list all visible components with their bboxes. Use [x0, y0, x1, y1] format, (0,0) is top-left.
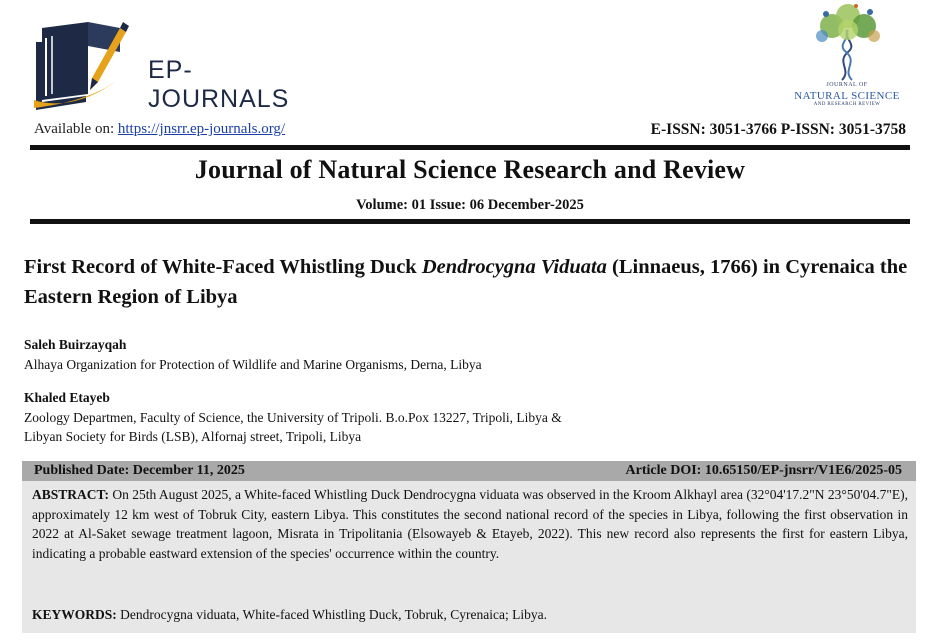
author-affiliation: [24, 408, 562, 446]
available-on: [34, 121, 285, 138]
article-doi[interactable]: Article DOI: 10.65150/EP-jnsrr/V1E6/2025-05: [625, 463, 902, 478]
author-affiliation: Alhaya Organization for Protection of Wildlife and Marine Organisms, Derna, Libya: [24, 357, 482, 372]
ep-journals-logo[interactable]: [28, 12, 328, 122]
article-title-species: Dendrocygna Viduata: [421, 256, 607, 278]
keywords-label: KEYWORDS:: [32, 607, 117, 622]
available-label: Available on:: [34, 121, 115, 137]
abstract-label: ABSTRACT:: [32, 487, 110, 502]
published-date: Published Date: December 11, 2025: [34, 463, 245, 478]
author-name: Khaled Etayeb: [24, 390, 110, 405]
issn-info: E-ISSN: 3051-3766 P-ISSN: 3051-3758: [650, 121, 906, 138]
journal-logo-line3: AND RESEARCH REVIEW: [813, 102, 881, 107]
divider-bottom: [30, 219, 910, 224]
abstract: [32, 485, 908, 563]
author-affiliation-line: Libyan Society for Birds (LSB), Alfornaj street, Tripoli, Libya: [24, 429, 362, 444]
brand-name: EP-JOURNALS: [148, 56, 290, 113]
keywords: [32, 607, 547, 623]
journal-title: Journal of Natural Science Research and Review: [194, 155, 746, 184]
article-title: [24, 252, 924, 312]
article-title-part2: (Linnaeus, 1766) in Cyrenaica the Eastern Region of Libya: [24, 256, 908, 308]
keywords-text: Dendrocygna viduata, White-faced Whistling Duck, Tobruk, Cyrenaica; Libya.: [120, 607, 547, 622]
article-meta-bar: [22, 461, 916, 481]
abstract-text: On 25th August 2025, a White-faced Whistling Duck Dendrocygna viduata was observed in the Kroom Alkhayl area (32°04'17.2"N 23°50'04.7"E), approximately 12 km west of Tobruk City, eastern Libya. This constitutes the second national record of the species in Libya, following the first observation in 2022 at Al-Saket sewage treatment lagoon, Misrata in Tripolitania (Elsowayeb & Etayeb, 2022). This new record also represents the first for eastern Libya, indicating a probable eastward extension of the species' occurrence within the country.: [32, 487, 908, 561]
divider-top: [30, 145, 910, 150]
volume-issue: Volume: 01 Issue: 06 December-2025: [356, 197, 584, 213]
journal-logo[interactable]: [786, 2, 908, 108]
journal-logo-line2: NATURAL SCIENCE: [794, 90, 900, 102]
author-affiliation-line: Zoology Departmen, Faculty of Science, the University of Tripoli. B.o.Pox 13227, Tripoli, Libya &: [24, 410, 562, 425]
journal-url-link[interactable]: https://jnsrr.ep-journals.org/: [117, 121, 286, 137]
author-name: Saleh Buirzayqah: [24, 337, 127, 352]
tree-dna-icon: [786, 2, 908, 84]
article-title-part1: First Record of White-Faced Whistling Duck: [24, 256, 422, 278]
abstract-box: [22, 481, 916, 633]
book-pen-icon: [28, 12, 146, 122]
journal-logo-line1: JOURNAL OF: [826, 82, 868, 88]
